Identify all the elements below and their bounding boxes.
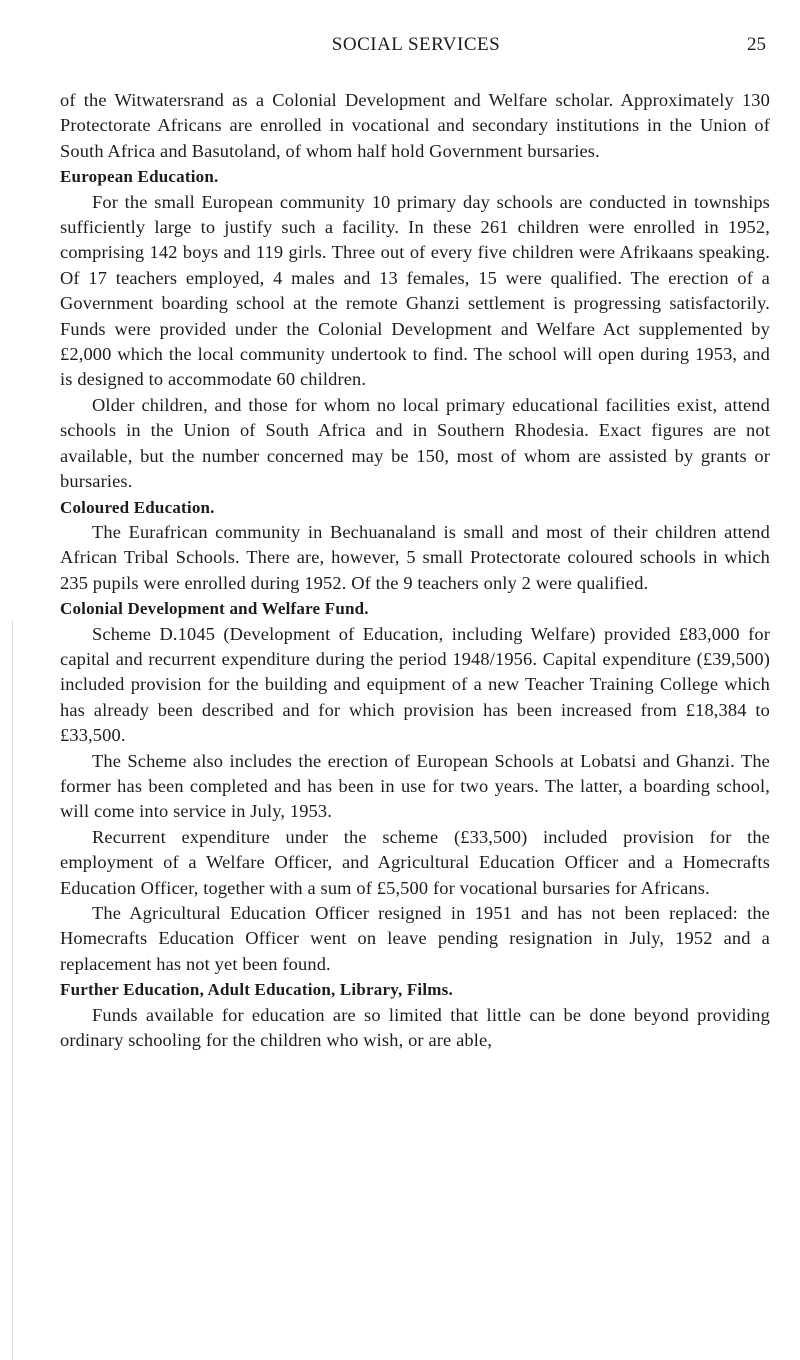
paragraph-european-schools-erection: The Scheme also includes the erection of European Schools at Lobatsi and Ghanzi. The former has been completed and has been in use for two years. The latter, a boarding school, will come into service in July, 1953. — [60, 750, 770, 822]
running-header — [66, 34, 766, 60]
running-title: SOCIAL SERVICES — [331, 34, 501, 55]
paragraph-european-schools: For the small European community 10 primary day schools are conducted in townships sufficiently large to justify such a facility. In these 261 children were enrolled in 1952, comprising 142 boys and 119 girls. Three out of every five children were Afrikaans speaking. Of 17 teachers employed, 4 males and 13 females, 15 were qualified. The erection of a Government boarding school at the remote Ghanzi settlement is progressing satisfactorily. Funds were provided under the Colonial Development and Welfare Act supplemented by £2,000 which the local community undertook to find. The school will open during 1953, and is designed to accommodate 60 children. — [60, 191, 770, 390]
paragraph-scheme-d1045: Scheme D.1045 (Development of Education, including Welfare) provided £83,000 for capital and recurrent expenditure during the period 1948/1956. Capital expenditure (£39,500) included provision for the building and equipment of a new Teacher Training College which has already been described and for which provision has been increased from £18,384 to £33,500. — [60, 623, 770, 746]
section-heading-cdw-fund: Colonial Development and Welfare Fund. — [60, 599, 369, 619]
paragraph-funds-limited: Funds available for education are so limited that little can be done beyond providing ordinary schooling for the children who wish, or are able, — [60, 1004, 770, 1051]
paragraph-recurrent-expenditure: Recurrent expenditure under the scheme (£33,500) included provision for the employment of a Welfare Officer, and Agricultural Education Officer and a Homecrafts Education Officer, together with a sum of £5,500 for vocational bursaries for Africans. — [60, 826, 770, 898]
binding-margin-line — [12, 620, 13, 1360]
paragraph-older-children: Older children, and those for whom no local primary educational facilities exist, attend schools in the Union of South Africa and in Southern Rhodesia. Exact figures are not available, but the number concerned may be 150, most of whom are assisted by grants or bursaries. — [60, 394, 770, 492]
paragraph-continuation: of the Witwatersrand as a Colonial Development and Welfare scholar. Approximately 130 Protectorate Africans are enrolled in vocational and secondary institutions in the Union of South Africa and Basutoland, of whom half hold Government bursaries. — [60, 90, 770, 161]
paragraph-officer-resignation: The Agricultural Education Officer resigned in 1951 and has not been replaced: the Homecrafts Education Officer went on leave pending resignation in July, 1952 and a replacement has not yet been found. — [60, 903, 770, 974]
page-number: 25 — [747, 34, 766, 55]
paragraph-eurafrican-community: The Eurafrican community in Bechuanaland is small and most of their children attend African Tribal Schools. There are, however, 5 small Protectorate coloured schools in which 235 pupils were enrolled during 1952. Of the 9 teachers only 2 were qualified. — [60, 521, 770, 593]
section-heading-further-education: Further Education, Adult Education, Library, Films. — [60, 980, 453, 1000]
section-heading-coloured-education: Coloured Education. — [60, 497, 215, 517]
body-text — [60, 88, 770, 1053]
section-heading-european-education: European Education. — [60, 167, 219, 187]
